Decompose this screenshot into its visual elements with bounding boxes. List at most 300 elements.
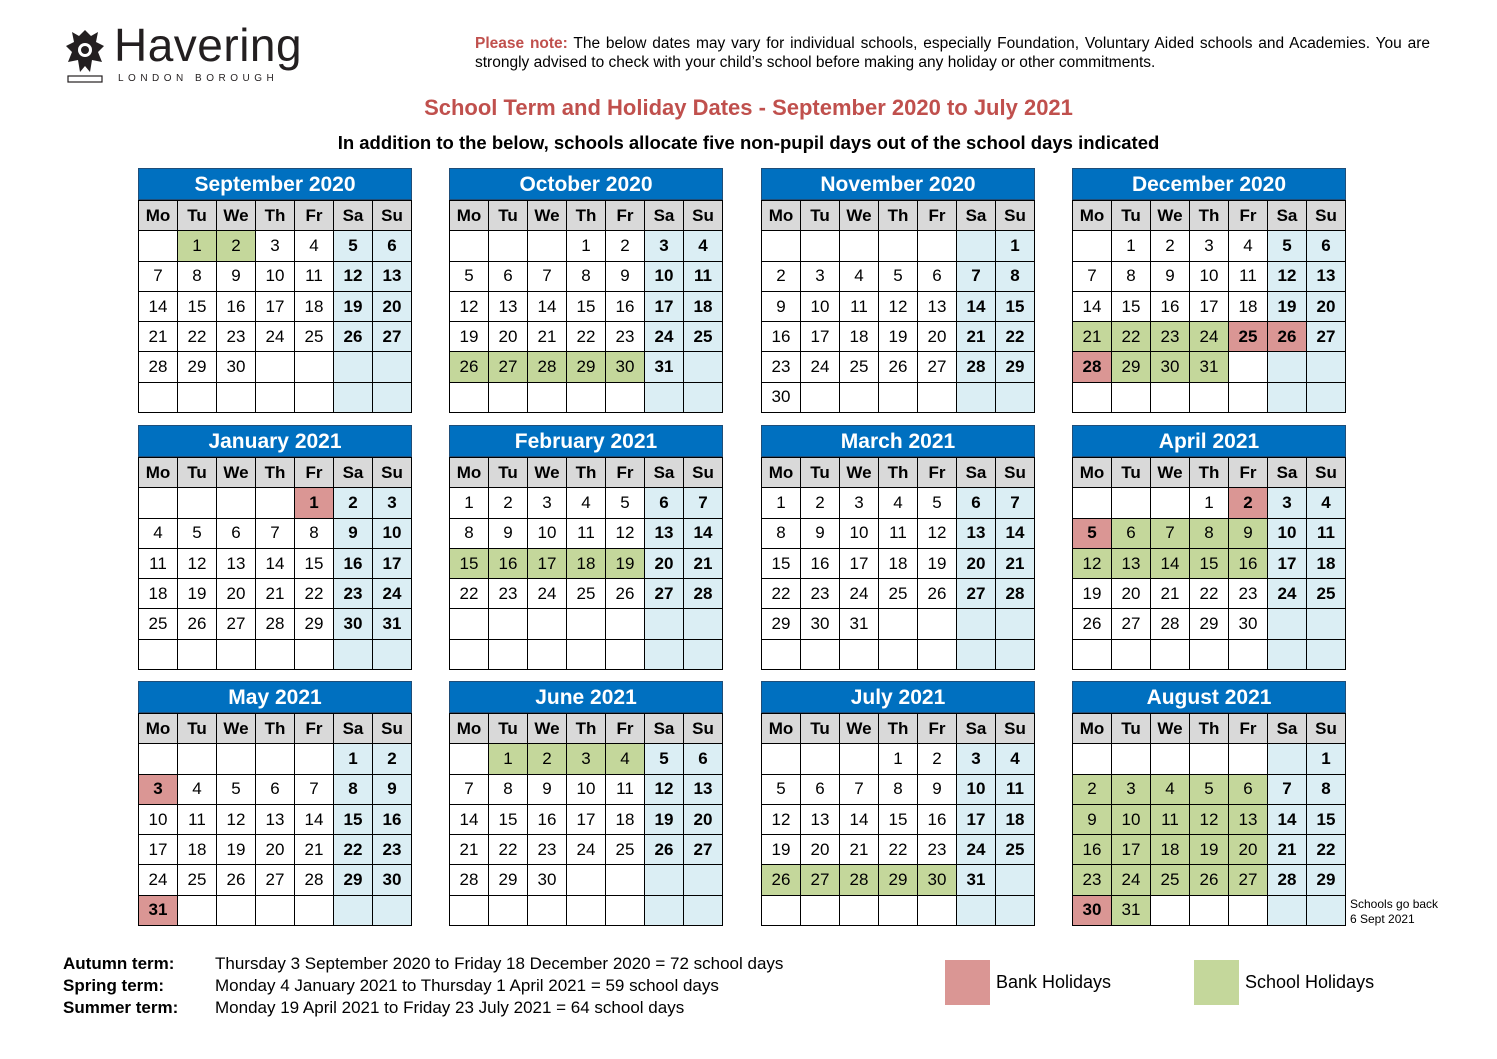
- day-cell: 19: [879, 322, 918, 352]
- day-cell: 14: [840, 804, 879, 834]
- day-cell: [178, 895, 217, 925]
- weekday-label: Sa: [957, 458, 996, 488]
- weekday-label: Sa: [1268, 714, 1307, 744]
- day-cell: 3: [645, 231, 684, 261]
- day-cell: [373, 382, 412, 412]
- day-cell: 31: [139, 895, 178, 925]
- day-cell: [957, 382, 996, 412]
- day-cell: 28: [684, 579, 723, 609]
- day-cell: [840, 231, 879, 261]
- weekday-label: Th: [567, 201, 606, 231]
- day-cell: [1229, 382, 1268, 412]
- weekday-label: Fr: [1229, 201, 1268, 231]
- day-cell: [684, 382, 723, 412]
- day-cell: 29: [178, 352, 217, 382]
- month-title: June 2021: [449, 681, 723, 713]
- day-cell: 5: [762, 774, 801, 804]
- weekday-label: Fr: [295, 201, 334, 231]
- day-cell: [178, 488, 217, 518]
- day-cell: [567, 639, 606, 669]
- week-row: [1073, 488, 1346, 518]
- day-cell: 27: [1229, 865, 1268, 895]
- day-cell: [1112, 744, 1151, 774]
- day-cell: 26: [879, 352, 918, 382]
- day-cell: 20: [1112, 579, 1151, 609]
- weekday-label: Th: [256, 458, 295, 488]
- week-row: [139, 895, 412, 925]
- week-row: [1073, 231, 1346, 261]
- day-cell: 11: [139, 548, 178, 578]
- day-cell: 10: [1112, 804, 1151, 834]
- weekday-label: Sa: [957, 201, 996, 231]
- day-cell: 23: [217, 322, 256, 352]
- day-cell: 26: [1073, 609, 1112, 639]
- day-cell: 26: [918, 579, 957, 609]
- day-cell: 29: [489, 865, 528, 895]
- weekday-header-row: [139, 201, 412, 231]
- day-cell: [528, 895, 567, 925]
- day-cell: 31: [1190, 352, 1229, 382]
- day-cell: [606, 865, 645, 895]
- day-cell: 4: [1307, 488, 1346, 518]
- day-cell: 5: [1268, 231, 1307, 261]
- weekday-label: Th: [879, 201, 918, 231]
- day-cell: 13: [217, 548, 256, 578]
- day-cell: 15: [295, 548, 334, 578]
- day-cell: [645, 609, 684, 639]
- day-cell: [606, 895, 645, 925]
- day-cell: 10: [139, 804, 178, 834]
- weekday-label: We: [840, 458, 879, 488]
- week-row: [1073, 352, 1346, 382]
- day-cell: 29: [1112, 352, 1151, 382]
- week-row: [139, 518, 412, 548]
- weekday-label: Su: [996, 458, 1035, 488]
- day-cell: 8: [1190, 518, 1229, 548]
- weekday-label: Mo: [450, 458, 489, 488]
- day-cell: [879, 895, 918, 925]
- day-cell: 24: [1268, 579, 1307, 609]
- day-cell: 11: [178, 804, 217, 834]
- month-title: July 2021: [761, 681, 1035, 713]
- day-cell: [957, 609, 996, 639]
- day-cell: 27: [957, 579, 996, 609]
- day-cell: 2: [801, 488, 840, 518]
- weekday-label: Su: [373, 714, 412, 744]
- notice-lead: Please note:: [475, 35, 568, 52]
- day-cell: 21: [450, 835, 489, 865]
- weekday-label: Su: [996, 714, 1035, 744]
- day-cell: 27: [918, 352, 957, 382]
- day-cell: 14: [1073, 291, 1112, 321]
- day-cell: 19: [1073, 579, 1112, 609]
- term-text: Thursday 3 September 2020 to Friday 18 December 2020 = 72 school days: [215, 954, 784, 973]
- day-cell: 1: [489, 744, 528, 774]
- day-cell: 9: [373, 774, 412, 804]
- weekday-label: Th: [1190, 458, 1229, 488]
- day-cell: [256, 744, 295, 774]
- weekday-header-row: [450, 714, 723, 744]
- day-cell: [256, 488, 295, 518]
- day-cell: 30: [762, 382, 801, 412]
- day-cell: 22: [567, 322, 606, 352]
- day-cell: 25: [295, 322, 334, 352]
- day-cell: [450, 609, 489, 639]
- weekday-label: Th: [1190, 201, 1229, 231]
- day-cell: [645, 382, 684, 412]
- day-cell: [334, 352, 373, 382]
- day-cell: 24: [840, 579, 879, 609]
- day-cell: 24: [1190, 322, 1229, 352]
- day-cell: [801, 382, 840, 412]
- month-title: February 2021: [449, 425, 723, 457]
- day-cell: 19: [762, 835, 801, 865]
- day-cell: 24: [567, 835, 606, 865]
- week-row: [762, 518, 1035, 548]
- day-cell: 31: [373, 609, 412, 639]
- day-cell: 19: [1190, 835, 1229, 865]
- weekday-label: Sa: [1268, 458, 1307, 488]
- day-cell: 28: [957, 352, 996, 382]
- day-cell: 6: [217, 518, 256, 548]
- day-cell: 6: [957, 488, 996, 518]
- weekday-header-row: [1073, 714, 1346, 744]
- day-cell: 23: [1073, 865, 1112, 895]
- day-cell: 16: [1073, 835, 1112, 865]
- weekday-label: Sa: [645, 714, 684, 744]
- day-cell: 6: [645, 488, 684, 518]
- weekday-label: Th: [879, 458, 918, 488]
- day-cell: [217, 639, 256, 669]
- day-cell: [996, 609, 1035, 639]
- weekday-header-row: [450, 458, 723, 488]
- day-cell: 14: [256, 548, 295, 578]
- day-cell: 19: [217, 835, 256, 865]
- day-cell: 3: [840, 488, 879, 518]
- term-label: Summer term:: [63, 998, 179, 1017]
- day-cell: 12: [879, 291, 918, 321]
- day-cell: [1073, 231, 1112, 261]
- day-cell: 10: [256, 261, 295, 291]
- week-row: [139, 579, 412, 609]
- day-cell: 27: [684, 835, 723, 865]
- logo-name: Havering: [114, 19, 303, 71]
- day-cell: 3: [256, 231, 295, 261]
- day-cell: [1268, 639, 1307, 669]
- day-cell: 30: [801, 609, 840, 639]
- day-cell: 16: [373, 804, 412, 834]
- week-row: [762, 261, 1035, 291]
- day-cell: [879, 231, 918, 261]
- weekday-label: Tu: [1112, 458, 1151, 488]
- day-cell: [217, 744, 256, 774]
- day-cell: [879, 639, 918, 669]
- day-cell: 23: [606, 322, 645, 352]
- day-cell: 7: [1073, 261, 1112, 291]
- weekday-label: Su: [1307, 714, 1346, 744]
- day-cell: [139, 639, 178, 669]
- day-cell: [1307, 382, 1346, 412]
- weekday-label: Mo: [762, 458, 801, 488]
- day-cell: 19: [450, 322, 489, 352]
- weekday-label: Su: [684, 458, 723, 488]
- day-cell: 23: [528, 835, 567, 865]
- day-cell: 15: [450, 548, 489, 578]
- day-cell: 18: [840, 322, 879, 352]
- weekday-header-row: [1073, 201, 1346, 231]
- day-cell: 23: [489, 579, 528, 609]
- month-calendar: [449, 681, 723, 926]
- day-cell: 28: [1151, 609, 1190, 639]
- weekday-label: We: [840, 201, 879, 231]
- day-cell: [334, 382, 373, 412]
- day-cell: [684, 895, 723, 925]
- day-cell: [1151, 744, 1190, 774]
- week-row: [139, 639, 412, 669]
- day-cell: 4: [879, 488, 918, 518]
- day-cell: 13: [957, 518, 996, 548]
- day-cell: [645, 895, 684, 925]
- day-cell: 5: [918, 488, 957, 518]
- day-cell: [489, 609, 528, 639]
- day-cell: [1151, 639, 1190, 669]
- day-cell: [762, 231, 801, 261]
- week-row: [450, 352, 723, 382]
- day-cell: 28: [256, 609, 295, 639]
- day-cell: [373, 639, 412, 669]
- day-cell: 5: [450, 261, 489, 291]
- day-cell: 3: [528, 488, 567, 518]
- day-cell: [450, 231, 489, 261]
- month-calendar: [1072, 681, 1346, 926]
- day-cell: [450, 639, 489, 669]
- havering-logo: [60, 19, 330, 90]
- day-cell: 21: [684, 548, 723, 578]
- day-cell: 30: [334, 609, 373, 639]
- weekday-label: Sa: [334, 201, 373, 231]
- notice-paragraph: [475, 34, 1430, 72]
- day-cell: 5: [334, 231, 373, 261]
- day-cell: [840, 744, 879, 774]
- weekday-header-row: [762, 714, 1035, 744]
- month-title: December 2020: [1072, 168, 1346, 200]
- day-cell: 31: [840, 609, 879, 639]
- week-row: [450, 322, 723, 352]
- day-cell: 11: [840, 291, 879, 321]
- day-cell: 8: [1307, 774, 1346, 804]
- day-cell: 6: [1229, 774, 1268, 804]
- day-cell: [528, 231, 567, 261]
- day-cell: [450, 382, 489, 412]
- schools-go-back-note: [1350, 897, 1438, 927]
- week-row: [762, 548, 1035, 578]
- weekday-label: Su: [373, 458, 412, 488]
- day-cell: 27: [1112, 609, 1151, 639]
- day-cell: [840, 382, 879, 412]
- day-cell: [606, 382, 645, 412]
- month-calendar: [138, 425, 412, 670]
- week-row: [762, 231, 1035, 261]
- weekday-label: Tu: [178, 714, 217, 744]
- day-cell: 4: [1151, 774, 1190, 804]
- week-row: [139, 352, 412, 382]
- day-cell: 12: [606, 518, 645, 548]
- day-cell: [373, 352, 412, 382]
- day-cell: 1: [762, 488, 801, 518]
- day-cell: 3: [957, 744, 996, 774]
- day-cell: 22: [879, 835, 918, 865]
- weekday-label: Fr: [606, 714, 645, 744]
- day-cell: 7: [528, 261, 567, 291]
- day-cell: [1151, 488, 1190, 518]
- day-cell: 1: [295, 488, 334, 518]
- day-cell: 19: [334, 291, 373, 321]
- day-cell: [1229, 639, 1268, 669]
- day-cell: 2: [606, 231, 645, 261]
- day-cell: 5: [1190, 774, 1229, 804]
- week-row: [450, 291, 723, 321]
- day-cell: [489, 895, 528, 925]
- day-cell: 3: [567, 744, 606, 774]
- week-row: [1073, 865, 1346, 895]
- day-cell: 11: [1229, 261, 1268, 291]
- week-row: [139, 835, 412, 865]
- week-row: [1073, 804, 1346, 834]
- day-cell: 24: [1112, 865, 1151, 895]
- day-cell: [256, 382, 295, 412]
- weekday-label: Tu: [801, 201, 840, 231]
- day-cell: [1190, 895, 1229, 925]
- day-cell: 13: [256, 804, 295, 834]
- day-cell: 6: [1307, 231, 1346, 261]
- day-cell: [645, 865, 684, 895]
- day-cell: 11: [295, 261, 334, 291]
- day-cell: [567, 609, 606, 639]
- day-cell: 9: [1229, 518, 1268, 548]
- week-row: [450, 382, 723, 412]
- day-cell: [1307, 609, 1346, 639]
- day-cell: 27: [645, 579, 684, 609]
- day-cell: 17: [957, 804, 996, 834]
- day-cell: 24: [801, 352, 840, 382]
- day-cell: 15: [996, 291, 1035, 321]
- notice-text: The below dates may vary for individual schools, especially Foundation, Voluntary Aided schools and Academies. You are strongly advised to check with your child’s school before making any holiday or other commitments.: [475, 35, 1431, 71]
- day-cell: 30: [1229, 609, 1268, 639]
- day-cell: 15: [1190, 548, 1229, 578]
- day-cell: [801, 231, 840, 261]
- day-cell: 23: [762, 352, 801, 382]
- day-cell: 29: [762, 609, 801, 639]
- day-cell: 7: [139, 261, 178, 291]
- weekday-label: Th: [256, 714, 295, 744]
- weekday-header-row: [139, 714, 412, 744]
- weekday-label: Sa: [1268, 201, 1307, 231]
- day-cell: [528, 609, 567, 639]
- day-cell: 23: [334, 579, 373, 609]
- term-label: Spring term:: [63, 976, 165, 995]
- day-cell: 4: [684, 231, 723, 261]
- day-cell: 28: [139, 352, 178, 382]
- day-cell: 6: [256, 774, 295, 804]
- week-row: [1073, 548, 1346, 578]
- day-cell: 8: [762, 518, 801, 548]
- day-cell: 12: [1268, 261, 1307, 291]
- week-row: [450, 744, 723, 774]
- month-calendar: [449, 168, 723, 413]
- weekday-label: Sa: [957, 714, 996, 744]
- weekday-label: Mo: [450, 714, 489, 744]
- day-cell: [840, 639, 879, 669]
- day-cell: 29: [295, 609, 334, 639]
- day-cell: 20: [217, 579, 256, 609]
- week-row: [762, 835, 1035, 865]
- day-cell: [879, 609, 918, 639]
- day-cell: 17: [1112, 835, 1151, 865]
- week-row: [139, 261, 412, 291]
- day-cell: [1307, 895, 1346, 925]
- day-cell: 3: [1190, 231, 1229, 261]
- day-cell: [1190, 639, 1229, 669]
- day-cell: [334, 639, 373, 669]
- day-cell: 3: [373, 488, 412, 518]
- day-cell: 4: [1229, 231, 1268, 261]
- day-cell: 18: [879, 548, 918, 578]
- term-row-autumn: [63, 953, 783, 975]
- day-cell: 18: [178, 835, 217, 865]
- day-cell: 13: [918, 291, 957, 321]
- day-cell: 31: [957, 865, 996, 895]
- day-cell: 9: [606, 261, 645, 291]
- weekday-label: Th: [567, 458, 606, 488]
- day-cell: 17: [528, 548, 567, 578]
- day-cell: 25: [1229, 322, 1268, 352]
- day-cell: [295, 639, 334, 669]
- day-cell: 30: [1073, 895, 1112, 925]
- day-cell: 15: [178, 291, 217, 321]
- week-row: [762, 744, 1035, 774]
- day-cell: [334, 895, 373, 925]
- week-row: [450, 609, 723, 639]
- day-cell: [1112, 382, 1151, 412]
- week-row: [762, 382, 1035, 412]
- day-cell: 8: [295, 518, 334, 548]
- day-cell: 18: [567, 548, 606, 578]
- day-cell: [762, 895, 801, 925]
- day-cell: 27: [1307, 322, 1346, 352]
- week-row: [139, 609, 412, 639]
- day-cell: 19: [178, 579, 217, 609]
- day-cell: 27: [373, 322, 412, 352]
- day-cell: 25: [996, 835, 1035, 865]
- day-cell: 12: [217, 804, 256, 834]
- day-cell: [918, 609, 957, 639]
- weekday-label: Sa: [334, 458, 373, 488]
- day-cell: 16: [217, 291, 256, 321]
- day-cell: 1: [996, 231, 1035, 261]
- month-title: March 2021: [761, 425, 1035, 457]
- day-cell: 26: [645, 835, 684, 865]
- day-cell: 29: [1307, 865, 1346, 895]
- day-cell: [256, 639, 295, 669]
- week-row: [1073, 639, 1346, 669]
- day-cell: 28: [295, 865, 334, 895]
- day-cell: 21: [957, 322, 996, 352]
- day-cell: [256, 895, 295, 925]
- weekday-label: Mo: [1073, 714, 1112, 744]
- day-cell: 23: [801, 579, 840, 609]
- day-cell: 18: [996, 804, 1035, 834]
- day-cell: 3: [1268, 488, 1307, 518]
